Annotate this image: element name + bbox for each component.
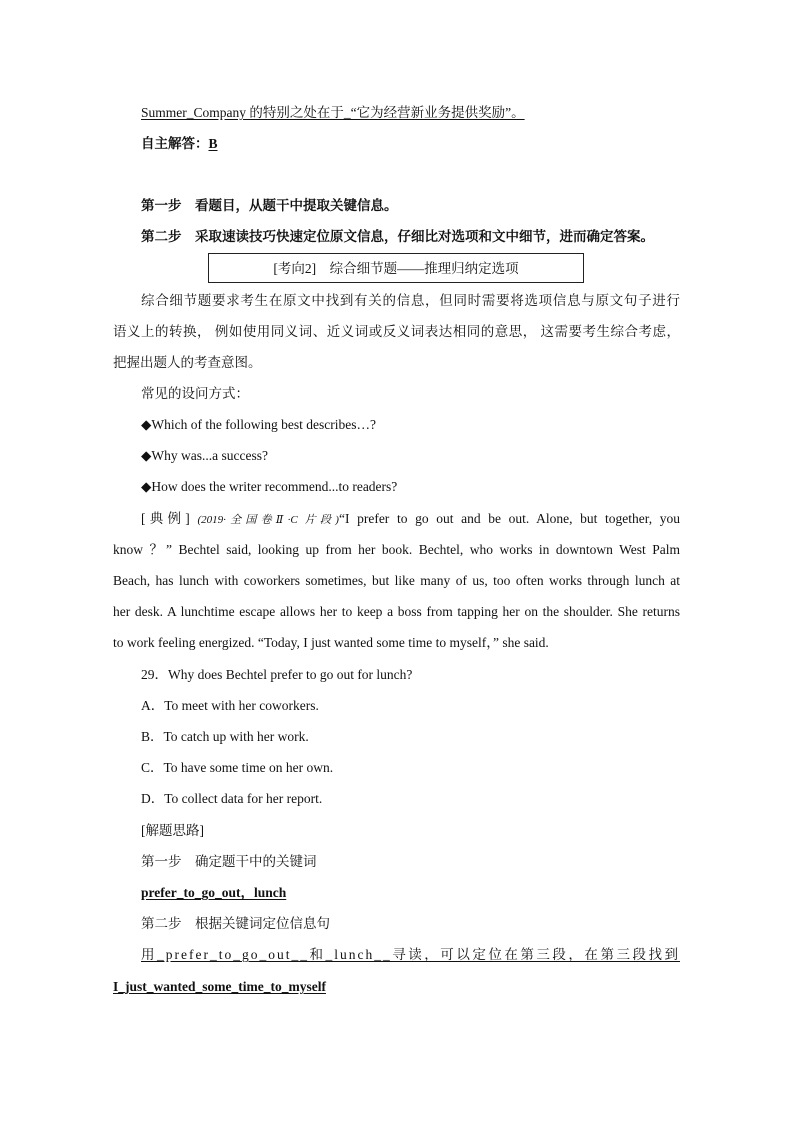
example-line-4: her desk. A lunchtime escape allows her to keep a boss from tapping her on the shoulder. She returns	[113, 604, 680, 619]
example-source: (2019·全国卷Ⅱ·C 片段)	[197, 514, 339, 526]
question-form-1: ◆Which of the following best describes…?	[141, 417, 376, 432]
option-d: D．To collect data for her report.	[141, 791, 323, 806]
option-b: B．To catch up with her work.	[141, 729, 309, 744]
question-text: 29．Why does Bechtel prefer to go out for lunch?	[141, 667, 413, 682]
analysis-step-two: 第二步 根据关键词定位信息句	[141, 916, 330, 931]
example-line-3: Beach, has lunch with coworkers sometimes, but like many of us, too often works through lunch at	[113, 573, 680, 588]
example-text-start: “I prefer to go out and be out. Alone, but together, you	[338, 511, 681, 526]
locate-line-2: I_just_wanted_some_time_to_myself	[113, 979, 326, 994]
intro-line: Summer_Company 的特别之处在于_“它为经营新业务提供奖励”。	[141, 105, 525, 120]
example-tag: [典例]	[141, 511, 190, 526]
example-line-2: know ？” Bechtel said, looking up from her book. Bechtel, who works in downtown West Palm	[113, 542, 680, 557]
locate-line-1: 用_prefer_to_go_out__和_lunch__寻读，可以定位在第三段，在第三段找到	[141, 947, 680, 962]
common-forms-label: 常见的设问方式：	[141, 386, 249, 401]
paragraph-line-3: 把握出题人的考查意图。	[113, 355, 262, 370]
section-title: [考向2] 综合细节题——推理归纳定选项	[273, 261, 519, 276]
option-a: A．To meet with her coworkers.	[141, 698, 319, 713]
option-c: C．To have some time on her own.	[141, 760, 334, 775]
keywords: prefer_to_go_out，lunch	[141, 885, 287, 900]
paragraph-line-2: 语义上的转换， 例如使用同义词、近义词或反义词表达相同的意思， 这需要考生综合考虑，	[113, 324, 680, 339]
answer-line	[141, 135, 218, 153]
analysis-step-one: 第一步 确定题干中的关键词	[141, 854, 317, 869]
example-line-5: to work feeling energized. “Today, I just wanted some time to myself，” she said.	[113, 635, 549, 650]
paragraph-line-1: 综合细节题要求考生在原文中找到有关的信息，但同时需要将选项信息与原文句子进行	[141, 293, 680, 308]
example-line-1	[141, 510, 680, 529]
question-form-2: ◆Why was...a success?	[141, 448, 268, 463]
step-two: 第二步 采取速读技巧快速定位原文信息，仔细比对选项和文中细节，进而确定答案。	[141, 229, 654, 244]
analysis-label: [解题思路]	[141, 823, 204, 838]
answer-label: 自主解答：	[141, 136, 209, 151]
section-heading-box	[208, 253, 584, 283]
answer-value: B	[208, 136, 218, 151]
question-form-3: ◆How does the writer recommend...to readers?	[141, 479, 398, 494]
step-one: 第一步 看题目，从题干中提取关键信息。	[141, 198, 398, 213]
